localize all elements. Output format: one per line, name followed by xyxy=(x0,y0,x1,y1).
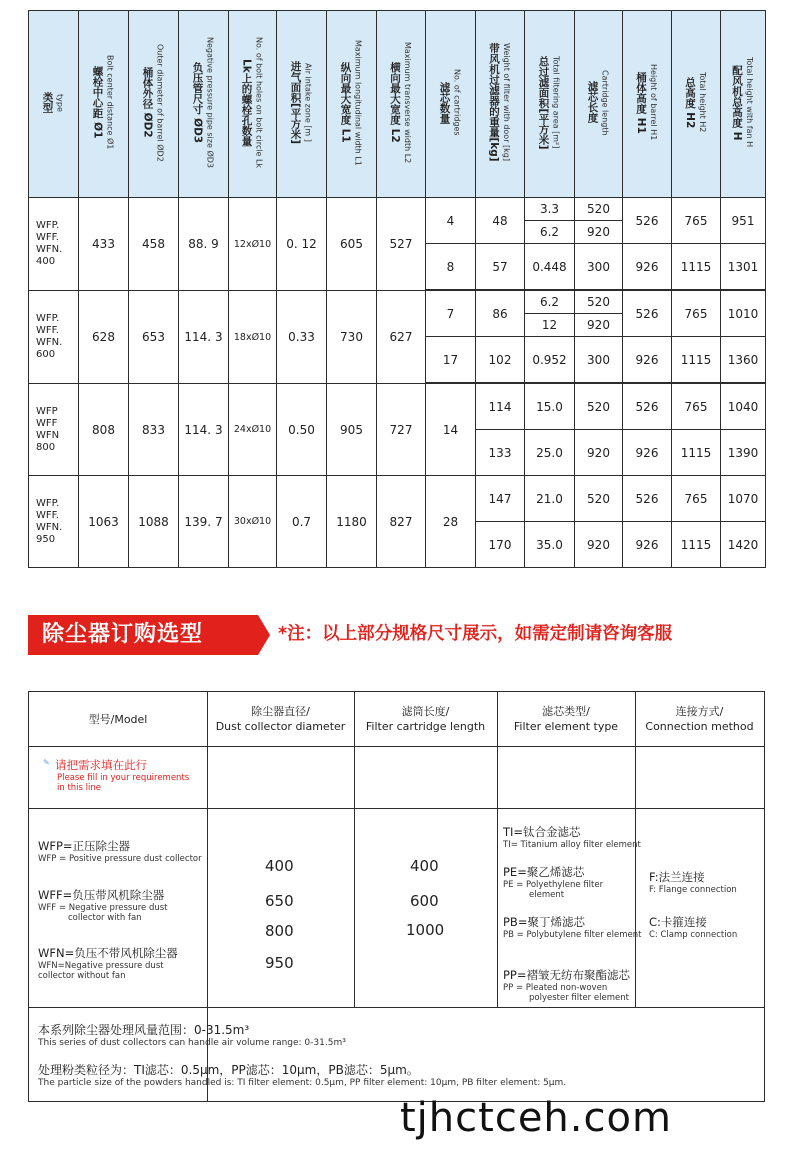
diameter-option: 650 xyxy=(265,892,294,910)
weight-cell: 86 xyxy=(476,291,525,337)
banner-arrow-shape xyxy=(258,615,270,655)
spec-row xyxy=(29,384,766,430)
h-cell: 1301 xyxy=(721,244,766,290)
area-cell: 25.0 xyxy=(525,430,575,476)
outer-diameter-cell: 458 xyxy=(129,198,179,291)
area-cell: 0.952 xyxy=(525,337,575,383)
h1-cell: 926 xyxy=(623,522,672,568)
header-element-type-cn: 滤芯类型/ xyxy=(542,705,590,718)
type-cell: WFP. WFF. WFN. 950 xyxy=(29,476,79,568)
spec-row xyxy=(29,291,766,314)
particle-size-note: 处理粉类粒径为：TI滤芯：0.5μm，PP滤芯：10μm，PB滤芯：5μm。 The particle size of the powders handled is: TI filter element: 0.5μm, PP filter element: 10μm, PB filter element: 5μm. xyxy=(38,1063,567,1088)
header-connection-en: Connection method xyxy=(645,720,754,733)
air-intake-cell: 0. 12 xyxy=(277,198,327,291)
diameter-option: 400 xyxy=(265,857,294,875)
area-cell: 12 xyxy=(525,314,575,337)
element-pp: PP=褶皱无纺布聚酯滤芯 PP = Pleated non-woven polyester filter element xyxy=(503,968,631,1003)
weight-cell: 170 xyxy=(476,522,525,568)
header-length xyxy=(354,692,497,746)
length-cell: 520 xyxy=(575,476,623,522)
h2-cell: 1115 xyxy=(672,337,721,383)
header-h1: Height of barrel H1 桶体高度 H1 xyxy=(623,11,672,198)
outer-diameter-cell: 1088 xyxy=(129,476,179,568)
outer-diameter-cell: 653 xyxy=(129,291,179,384)
spec-row xyxy=(29,198,766,221)
cartridges-cell: 8 xyxy=(426,244,476,290)
grid-line xyxy=(29,808,764,809)
l2-cell: 727 xyxy=(377,384,426,476)
weight-cell: 48 xyxy=(476,198,525,244)
area-cell: 3.3 xyxy=(525,198,575,221)
h2-cell: 1115 xyxy=(672,522,721,568)
outer-diameter-cell: 833 xyxy=(129,384,179,476)
section-title-banner: 除尘器订购选型 xyxy=(28,615,258,655)
l1-cell: 605 xyxy=(327,198,377,291)
air-volume-note: 本系列除尘器处理风量范围：0-31.5m³ This series of dust collectors can handle air volume range: 0-31.5m³ xyxy=(38,1023,346,1048)
weight-cell: 133 xyxy=(476,430,525,476)
header-model-label: 型号/Model xyxy=(88,712,148,726)
customization-note: *注：以上部分规格尺寸展示，如需定制请咨询客服 xyxy=(278,624,673,644)
header-h: Total height with fan H 配风机总高度 H xyxy=(721,11,766,198)
header-connection-cn: 连接方式/ xyxy=(675,705,724,718)
input-diameter[interactable] xyxy=(208,747,354,808)
bolt-center-cell: 433 xyxy=(79,198,129,291)
input-length[interactable] xyxy=(355,747,497,808)
pipe-size-cell: 88. 9 xyxy=(179,198,229,291)
bolt-holes-cell: 18xØ10 xyxy=(229,291,277,384)
model-wff: WFF=负压带风机除尘器 WFF = Negative pressure dust collector with fan xyxy=(38,888,168,923)
bolt-center-cell: 628 xyxy=(79,291,129,384)
cartridges-cell: 4 xyxy=(426,198,476,244)
header-diameter-en: Dust collector diameter xyxy=(215,720,346,733)
air-intake-cell: 0.33 xyxy=(277,291,327,384)
length-option: 1000 xyxy=(406,921,445,939)
l2-cell: 527 xyxy=(377,198,426,291)
h1-cell: 926 xyxy=(623,337,672,383)
length-cell: 300 xyxy=(575,244,623,290)
element-pe: PE=聚乙烯滤芯 PE = Polyethylene filter element xyxy=(503,865,604,900)
order-table xyxy=(28,691,765,1102)
h2-cell: 765 xyxy=(672,476,721,522)
site-watermark: tjhctceh.com xyxy=(400,1095,672,1141)
bolt-holes-cell: 24xØ10 xyxy=(229,384,277,476)
h1-cell: 526 xyxy=(623,476,672,522)
header-diameter xyxy=(207,692,354,746)
l1-cell: 730 xyxy=(327,291,377,384)
area-cell: 21.0 xyxy=(525,476,575,522)
header-cartridge-length: Cartridge length 滤芯长度 xyxy=(575,11,623,198)
area-cell: 15.0 xyxy=(525,384,575,430)
header-h2: Total height H2 总高度 H2 xyxy=(672,11,721,198)
header-length-cn: 滤筒长度/ xyxy=(401,705,450,718)
length-cell: 520 xyxy=(575,291,623,314)
l1-cell: 905 xyxy=(327,384,377,476)
h1-cell: 926 xyxy=(623,244,672,290)
model-wfn: WFN=负压不带风机除尘器 WFN=Negative pressure dust collector without fan xyxy=(38,946,178,981)
cartridges-cell: 17 xyxy=(426,337,476,383)
weight-cell: 147 xyxy=(476,476,525,522)
spec-table xyxy=(28,10,766,568)
h2-cell: 765 xyxy=(672,384,721,430)
length-cell: 300 xyxy=(575,337,623,383)
header-cartridges: No. of cartridges 滤芯数量 xyxy=(426,11,476,198)
h1-cell: 926 xyxy=(623,430,672,476)
header-filter-area: Total filtering area [m²] 总过滤面积[平方米] xyxy=(525,11,575,198)
input-connection[interactable] xyxy=(636,747,764,808)
h2-cell: 1115 xyxy=(672,430,721,476)
bolt-center-cell: 1063 xyxy=(79,476,129,568)
header-bolt-holes: No. of bolt holes on bolt circle Lk Lk上的螺栓孔数量 xyxy=(229,11,277,198)
fill-row-hint-cn: 请把需求填在此行 xyxy=(55,758,147,772)
diameter-option: 800 xyxy=(265,922,294,940)
area-cell: 35.0 xyxy=(525,522,575,568)
length-cell: 920 xyxy=(575,221,623,244)
header-element-type-en: Filter element type xyxy=(513,720,619,733)
h-cell: 1390 xyxy=(721,430,766,476)
model-wfp: WFP=正压除尘器 WFP = Positive pressure dust collector xyxy=(38,839,202,864)
header-air-intake: Air intake zone [m ] 进气面积[平方米] xyxy=(277,11,327,198)
weight-cell: 102 xyxy=(476,337,525,383)
h-cell: 1070 xyxy=(721,476,766,522)
air-intake-cell: 0.50 xyxy=(277,384,327,476)
cartridges-cell: 28 xyxy=(426,476,476,568)
h-cell: 951 xyxy=(721,198,766,244)
area-cell: 0.448 xyxy=(525,244,575,290)
pipe-size-cell: 114. 3 xyxy=(179,291,229,384)
header-diameter-cn: 除尘器直径/ xyxy=(251,705,310,718)
diameter-option: 950 xyxy=(265,954,294,972)
area-cell: 6.2 xyxy=(525,291,575,314)
h1-cell: 526 xyxy=(623,384,672,430)
input-element-type[interactable] xyxy=(498,747,635,808)
h2-cell: 765 xyxy=(672,198,721,244)
bolt-holes-cell: 12xØ10 xyxy=(229,198,277,291)
header-connection xyxy=(635,692,764,746)
spec-header-row xyxy=(29,11,766,198)
h2-cell: 1115 xyxy=(672,244,721,290)
header-l2: Maximum transverse width L2 横向最大宽度 L2 xyxy=(377,11,426,198)
header-element-type xyxy=(497,692,635,746)
cartridges-cell: 7 xyxy=(426,291,476,337)
grid-line xyxy=(29,1007,764,1008)
h-cell: 1040 xyxy=(721,384,766,430)
connection-flange: F:法兰连接 F: Flange connection xyxy=(649,870,737,895)
length-cell: 920 xyxy=(575,314,623,337)
header-model xyxy=(29,692,207,746)
fill-row-hint-en: Please fill in your requirements in this line xyxy=(57,773,190,793)
length-option: 600 xyxy=(410,892,439,910)
pen-icon: ✎ xyxy=(43,758,50,767)
h1-cell: 526 xyxy=(623,198,672,244)
h1-cell: 526 xyxy=(623,291,672,337)
pipe-size-cell: 139. 7 xyxy=(179,476,229,568)
h-cell: 1010 xyxy=(721,291,766,337)
length-cell: 920 xyxy=(575,522,623,568)
type-cell: WFP WFF WFN 800 xyxy=(29,384,79,476)
length-cell: 920 xyxy=(575,430,623,476)
h-cell: 1360 xyxy=(721,337,766,383)
h2-cell: 765 xyxy=(672,291,721,337)
header-bolt-center: Bolt center distance Ø1 螺栓中心距 Ø1 xyxy=(79,11,129,198)
spec-row xyxy=(29,476,766,522)
header-weight: Weight of filter with door [kg] 带风机过滤器的重量[kg] xyxy=(476,11,525,198)
l2-cell: 627 xyxy=(377,291,426,384)
weight-cell: 114 xyxy=(476,384,525,430)
element-pb: PB=聚丁烯滤芯 PB = Polybutylene filter element xyxy=(503,915,642,940)
pipe-size-cell: 114. 3 xyxy=(179,384,229,476)
area-cell: 6.2 xyxy=(525,221,575,244)
length-option: 400 xyxy=(410,857,439,875)
type-cell: WFP. WFF. WFN. 400 xyxy=(29,198,79,291)
air-intake-cell: 0.7 xyxy=(277,476,327,568)
header-l1: Maximum longitudinal width L1 纵向最大宽度 L1 xyxy=(327,11,377,198)
connection-clamp: C:卡箍连接 C: Clamp connection xyxy=(649,915,738,940)
weight-cell: 57 xyxy=(476,244,525,290)
bolt-center-cell: 808 xyxy=(79,384,129,476)
header-type: type 类型 xyxy=(29,11,79,198)
header-outer-diameter: Outer diameter of barrel ØD2 桶体外径 ØD2 xyxy=(129,11,179,198)
header-pipe-size: Negative pressure pipe size ØD3 负压管尺寸 ØD3 xyxy=(179,11,229,198)
l1-cell: 1180 xyxy=(327,476,377,568)
cartridges-cell: 14 xyxy=(426,384,476,476)
l2-cell: 827 xyxy=(377,476,426,568)
h-cell: 1420 xyxy=(721,522,766,568)
bolt-holes-cell: 30xØ10 xyxy=(229,476,277,568)
header-length-en: Filter cartridge length xyxy=(365,720,486,733)
length-cell: 520 xyxy=(575,198,623,221)
element-ti: TI=钛合金滤芯 TI= Titanium alloy filter element xyxy=(503,825,641,850)
length-cell: 520 xyxy=(575,384,623,430)
type-cell: WFP. WFF. WFN. 600 xyxy=(29,291,79,384)
